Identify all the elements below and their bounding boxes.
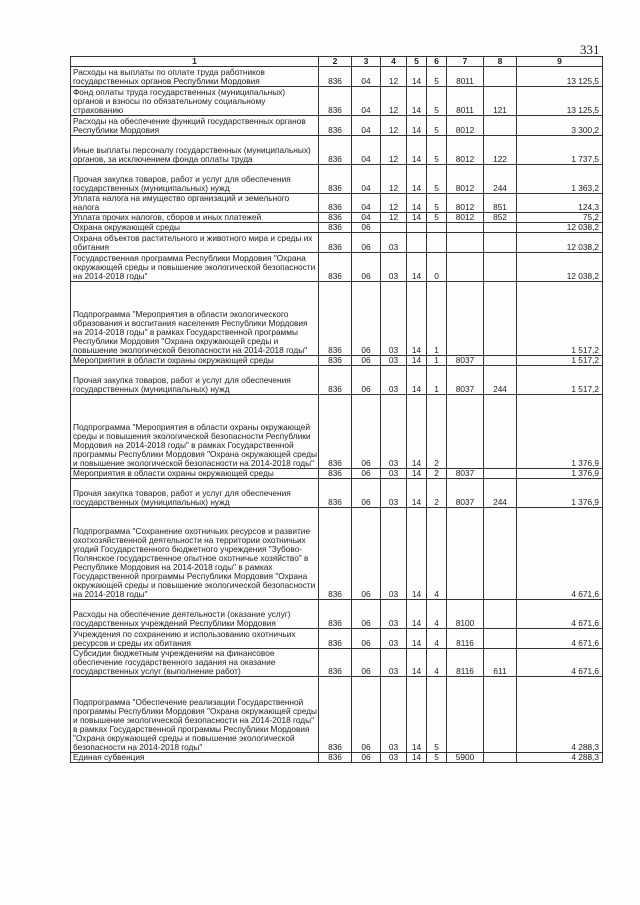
subsection-cell: 12 bbox=[381, 116, 407, 136]
section-cell: 06 bbox=[352, 508, 381, 600]
subsection-cell: 03 bbox=[381, 233, 407, 253]
subsection-cell: 12 bbox=[381, 67, 407, 87]
name-cell: Расходы на обеспечение деятельности (оказание услуг) государственных учреждений Республики Мордовия bbox=[71, 600, 319, 629]
subsection-cell: 12 bbox=[381, 213, 407, 223]
header-row bbox=[71, 57, 603, 67]
amount-cell: 1 363,2 bbox=[517, 165, 603, 194]
section-cell: 04 bbox=[352, 165, 381, 194]
name-cell: Уплата прочих налогов, сборов и иных платежей bbox=[71, 213, 319, 223]
expense-type-cell: 244 bbox=[484, 479, 517, 508]
chapter-cell: 836 bbox=[319, 67, 352, 87]
amount-cell: 1 376,9 bbox=[517, 395, 603, 469]
subsection-cell: 03 bbox=[381, 356, 407, 366]
subsection-cell: 03 bbox=[381, 366, 407, 395]
header-cell: 9 bbox=[517, 57, 603, 67]
target-article-cell: 8012 bbox=[447, 194, 484, 213]
target-article-cell: 8011 bbox=[447, 67, 484, 87]
subsection-cell: 03 bbox=[381, 395, 407, 469]
target-article-cell bbox=[447, 395, 484, 469]
section-cell: 06 bbox=[352, 677, 381, 753]
name-cell: Расходы на обеспечение функций государственных органов Республики Мордовия bbox=[71, 116, 319, 136]
table-row bbox=[71, 649, 603, 677]
expense-type-cell bbox=[484, 469, 517, 479]
section-cell: 04 bbox=[352, 136, 381, 165]
expense-type-cell bbox=[484, 395, 517, 469]
expense-type-cell bbox=[484, 223, 517, 233]
program-cell bbox=[407, 233, 427, 253]
table-row bbox=[71, 366, 603, 395]
program-cell: 14 bbox=[407, 629, 427, 649]
subprogram-cell: 4 bbox=[427, 649, 447, 677]
page-number: 331 bbox=[580, 42, 600, 57]
target-article-cell: 8037 bbox=[447, 469, 484, 479]
expense-type-cell bbox=[484, 116, 517, 136]
chapter-cell: 836 bbox=[319, 366, 352, 395]
program-cell: 14 bbox=[407, 395, 427, 469]
table-row bbox=[71, 253, 603, 282]
program-cell bbox=[407, 223, 427, 233]
target-article-cell bbox=[447, 282, 484, 356]
name-cell: Единая субвенция bbox=[71, 753, 319, 763]
name-cell: Прочая закупка товаров, работ и услуг для обеспечения государственных (муниципальных) нужд bbox=[71, 165, 319, 194]
subprogram-cell: 5 bbox=[427, 67, 447, 87]
amount-cell: 1 376,9 bbox=[517, 469, 603, 479]
amount-cell: 12 038,2 bbox=[517, 233, 603, 253]
amount-cell: 13 125,5 bbox=[517, 67, 603, 87]
subprogram-cell: 2 bbox=[427, 479, 447, 508]
subprogram-cell: 5 bbox=[427, 194, 447, 213]
amount-cell: 12 038,2 bbox=[517, 223, 603, 233]
target-article-cell bbox=[447, 253, 484, 282]
table-row bbox=[71, 194, 603, 213]
amount-cell: 4 671,6 bbox=[517, 600, 603, 629]
subsection-cell: 03 bbox=[381, 629, 407, 649]
subsection-cell: 03 bbox=[381, 677, 407, 753]
chapter-cell: 836 bbox=[319, 649, 352, 677]
program-cell: 14 bbox=[407, 253, 427, 282]
table-row bbox=[71, 165, 603, 194]
chapter-cell: 836 bbox=[319, 753, 352, 763]
table-row bbox=[71, 508, 603, 600]
subsection-cell: 12 bbox=[381, 136, 407, 165]
amount-cell: 1 376,9 bbox=[517, 479, 603, 508]
amount-cell: 124,3 bbox=[517, 194, 603, 213]
table-row bbox=[71, 677, 603, 753]
header-cell: 1 bbox=[71, 57, 319, 67]
table-row bbox=[71, 395, 603, 469]
subsection-cell: 03 bbox=[381, 253, 407, 282]
section-cell: 06 bbox=[352, 469, 381, 479]
target-article-cell: 8012 bbox=[447, 165, 484, 194]
subprogram-cell: 4 bbox=[427, 600, 447, 629]
table-row bbox=[71, 479, 603, 508]
name-cell: Подпрограмма "Мероприятия в области охраны окружающей среды и повышения экологической безопасности Республики Мордовия на 2014-2018 годы" в рамках Государственной программы Республики Мордовия "Охрана окружающей среды и повышение экологической безопасности на 2014-2018 годы" bbox=[71, 395, 319, 469]
expense-type-cell: 122 bbox=[484, 136, 517, 165]
section-cell: 06 bbox=[352, 395, 381, 469]
amount-cell: 1 517,2 bbox=[517, 366, 603, 395]
expense-type-cell: 851 bbox=[484, 194, 517, 213]
table-row bbox=[71, 223, 603, 233]
name-cell: Мероприятия в области охраны окружающей среды bbox=[71, 356, 319, 366]
target-article-cell: 8012 bbox=[447, 213, 484, 223]
section-cell: 06 bbox=[352, 223, 381, 233]
expense-type-cell bbox=[484, 508, 517, 600]
section-cell: 06 bbox=[352, 282, 381, 356]
subsection-cell: 12 bbox=[381, 165, 407, 194]
section-cell: 06 bbox=[352, 629, 381, 649]
table-row bbox=[71, 753, 603, 763]
table-row bbox=[71, 469, 603, 479]
chapter-cell: 836 bbox=[319, 233, 352, 253]
table-row bbox=[71, 356, 603, 366]
amount-cell: 4 671,6 bbox=[517, 649, 603, 677]
amount-cell: 1 517,2 bbox=[517, 356, 603, 366]
subsection-cell: 03 bbox=[381, 469, 407, 479]
target-article-cell: 8011 bbox=[447, 87, 484, 116]
chapter-cell: 836 bbox=[319, 194, 352, 213]
table-row bbox=[71, 67, 603, 87]
subprogram-cell: 4 bbox=[427, 508, 447, 600]
program-cell: 14 bbox=[407, 753, 427, 763]
program-cell: 14 bbox=[407, 136, 427, 165]
subprogram-cell: 5 bbox=[427, 165, 447, 194]
name-cell: Подпрограмма "Обеспечение реализации Государственной программы Республики Мордовия "Охрана окружающей среды и повышение экологической безопасности на 2014-2018 годы" в рамках Государственной программы Республики Мордовия "Охрана окружающей среды и повышение экологической безопасности на 2014-2018 годы" bbox=[71, 677, 319, 753]
subsection-cell: 03 bbox=[381, 479, 407, 508]
expense-type-cell bbox=[484, 677, 517, 753]
name-cell: Прочая закупка товаров, работ и услуг для обеспечения государственных (муниципальных) нужд bbox=[71, 366, 319, 395]
subprogram-cell: 5 bbox=[427, 753, 447, 763]
chapter-cell: 836 bbox=[319, 395, 352, 469]
program-cell: 14 bbox=[407, 649, 427, 677]
chapter-cell: 836 bbox=[319, 629, 352, 649]
program-cell: 14 bbox=[407, 677, 427, 753]
chapter-cell: 836 bbox=[319, 253, 352, 282]
budget-table bbox=[70, 56, 603, 763]
table-row bbox=[71, 600, 603, 629]
name-cell: Государственная программа Республики Мордовия "Охрана окружающей среды и повышение экологической безопасности на 2014-2018 годы" bbox=[71, 253, 319, 282]
header-cell: 6 bbox=[427, 57, 447, 67]
chapter-cell: 836 bbox=[319, 165, 352, 194]
table-row bbox=[71, 282, 603, 356]
chapter-cell: 836 bbox=[319, 600, 352, 629]
amount-cell: 4 288,3 bbox=[517, 677, 603, 753]
subprogram-cell: 1 bbox=[427, 282, 447, 356]
name-cell: Подпрограмма "Мероприятия в области экологического образования и воспитания населения Республики Мордовия на 2014-2018 годы" в рамках Государственной программы Республики Мордовия "Охрана окружающей среды и повышение экологической безопасности на 2014-2018 годы" bbox=[71, 282, 319, 356]
name-cell: Охрана окружающей среды bbox=[71, 223, 319, 233]
section-cell: 06 bbox=[352, 600, 381, 629]
name-cell: Уплата налога на имущество организаций и земельного налога bbox=[71, 194, 319, 213]
expense-type-cell bbox=[484, 356, 517, 366]
subprogram-cell: 5 bbox=[427, 87, 447, 116]
section-cell: 06 bbox=[352, 753, 381, 763]
target-article-cell: 8012 bbox=[447, 116, 484, 136]
amount-cell: 1 737,5 bbox=[517, 136, 603, 165]
subprogram-cell: 5 bbox=[427, 213, 447, 223]
table-row bbox=[71, 213, 603, 223]
target-article-cell bbox=[447, 508, 484, 600]
name-cell: Мероприятия в области охраны окружающей среды bbox=[71, 469, 319, 479]
subprogram-cell: 5 bbox=[427, 136, 447, 165]
target-article-cell bbox=[447, 677, 484, 753]
header-cell: 4 bbox=[381, 57, 407, 67]
subprogram-cell: 0 bbox=[427, 253, 447, 282]
program-cell: 14 bbox=[407, 469, 427, 479]
subprogram-cell: 1 bbox=[427, 366, 447, 395]
expense-type-cell: 611 bbox=[484, 649, 517, 677]
header-cell: 2 bbox=[319, 57, 352, 67]
chapter-cell: 836 bbox=[319, 136, 352, 165]
table-row bbox=[71, 629, 603, 649]
name-cell: Охрана объектов растительного и животного мира и среды их обитания bbox=[71, 233, 319, 253]
subsection-cell: 03 bbox=[381, 508, 407, 600]
name-cell: Расходы на выплаты по оплате труда работников государственных органов Республики Мордовия bbox=[71, 67, 319, 87]
target-article-cell: 8012 bbox=[447, 136, 484, 165]
name-cell: Фонд оплаты труда государственных (муниципальных) органов и взносы по обязательному социальному страхованию bbox=[71, 87, 319, 116]
section-cell: 06 bbox=[352, 649, 381, 677]
amount-cell: 4 671,6 bbox=[517, 508, 603, 600]
chapter-cell: 836 bbox=[319, 87, 352, 116]
amount-cell: 75,2 bbox=[517, 213, 603, 223]
subprogram-cell bbox=[427, 233, 447, 253]
table-row bbox=[71, 87, 603, 116]
subsection-cell: 03 bbox=[381, 600, 407, 629]
target-article-cell: 8100 bbox=[447, 600, 484, 629]
name-cell: Иные выплаты персоналу государственных (муниципальных) органов, за исключением фонда оплаты труда bbox=[71, 136, 319, 165]
expense-type-cell: 121 bbox=[484, 87, 517, 116]
section-cell: 06 bbox=[352, 479, 381, 508]
amount-cell: 3 300,2 bbox=[517, 116, 603, 136]
target-article-cell bbox=[447, 233, 484, 253]
chapter-cell: 836 bbox=[319, 223, 352, 233]
name-cell: Подпрограмма "Сохранение охотничьих ресурсов и развитие охотхозяйственной деятельности на территории охотничьих угодий Государственного бюджетного учреждения "Зубово-Полянское государственное опытное охотничье хозяйство" в Республике Мордовия на 2014-2018 годы" в рамках Государственной программы Республики Мордовия "Охрана окружающей среды и повышение экологической безопасности на 2014-2018 годы" bbox=[71, 508, 319, 600]
header-cell: 3 bbox=[352, 57, 381, 67]
section-cell: 04 bbox=[352, 194, 381, 213]
amount-cell: 1 517,2 bbox=[517, 282, 603, 356]
expense-type-cell bbox=[484, 233, 517, 253]
program-cell: 14 bbox=[407, 366, 427, 395]
section-cell: 04 bbox=[352, 213, 381, 223]
name-cell: Учреждения по сохранению и использованию охотничьих ресурсов и среды их обитания bbox=[71, 629, 319, 649]
chapter-cell: 836 bbox=[319, 469, 352, 479]
subprogram-cell: 4 bbox=[427, 629, 447, 649]
header-cell: 8 bbox=[484, 57, 517, 67]
target-article-cell: 8037 bbox=[447, 366, 484, 395]
subsection-cell: 12 bbox=[381, 87, 407, 116]
chapter-cell: 836 bbox=[319, 677, 352, 753]
expense-type-cell bbox=[484, 67, 517, 87]
section-cell: 06 bbox=[352, 356, 381, 366]
subprogram-cell: 5 bbox=[427, 677, 447, 753]
expense-type-cell: 244 bbox=[484, 165, 517, 194]
target-article-cell: 8037 bbox=[447, 479, 484, 508]
program-cell: 14 bbox=[407, 600, 427, 629]
program-cell: 14 bbox=[407, 508, 427, 600]
table-row bbox=[71, 136, 603, 165]
subprogram-cell: 2 bbox=[427, 469, 447, 479]
chapter-cell: 836 bbox=[319, 116, 352, 136]
target-article-cell: 5900 bbox=[447, 753, 484, 763]
expense-type-cell bbox=[484, 253, 517, 282]
program-cell: 14 bbox=[407, 87, 427, 116]
subsection-cell: 03 bbox=[381, 282, 407, 356]
expense-type-cell bbox=[484, 282, 517, 356]
subprogram-cell: 1 bbox=[427, 356, 447, 366]
chapter-cell: 836 bbox=[319, 213, 352, 223]
section-cell: 04 bbox=[352, 87, 381, 116]
amount-cell: 12 038,2 bbox=[517, 253, 603, 282]
section-cell: 04 bbox=[352, 116, 381, 136]
table-body bbox=[71, 57, 603, 763]
subsection-cell: 03 bbox=[381, 649, 407, 677]
target-article-cell: 8037 bbox=[447, 356, 484, 366]
expense-type-cell bbox=[484, 600, 517, 629]
expense-type-cell bbox=[484, 753, 517, 763]
chapter-cell: 836 bbox=[319, 508, 352, 600]
chapter-cell: 836 bbox=[319, 356, 352, 366]
program-cell: 14 bbox=[407, 116, 427, 136]
table-row bbox=[71, 116, 603, 136]
chapter-cell: 836 bbox=[319, 479, 352, 508]
subprogram-cell: 5 bbox=[427, 116, 447, 136]
expense-type-cell: 852 bbox=[484, 213, 517, 223]
subprogram-cell: 2 bbox=[427, 395, 447, 469]
subprogram-cell bbox=[427, 223, 447, 233]
target-article-cell: 8116 bbox=[447, 629, 484, 649]
name-cell: Субсидии бюджетным учреждениям на финансовое обеспечение государственного задания на оказание государственных услуг (выполнение работ) bbox=[71, 649, 319, 677]
program-cell: 14 bbox=[407, 194, 427, 213]
amount-cell: 13 125,5 bbox=[517, 87, 603, 116]
section-cell: 06 bbox=[352, 366, 381, 395]
expense-type-cell: 244 bbox=[484, 366, 517, 395]
subsection-cell: 03 bbox=[381, 753, 407, 763]
expense-type-cell bbox=[484, 629, 517, 649]
target-article-cell bbox=[447, 223, 484, 233]
section-cell: 06 bbox=[352, 253, 381, 282]
subsection-cell: 12 bbox=[381, 194, 407, 213]
program-cell: 14 bbox=[407, 356, 427, 366]
header-cell: 7 bbox=[447, 57, 484, 67]
table-row bbox=[71, 233, 603, 253]
amount-cell: 4 288,3 bbox=[517, 753, 603, 763]
section-cell: 06 bbox=[352, 233, 381, 253]
subsection-cell bbox=[381, 223, 407, 233]
chapter-cell: 836 bbox=[319, 282, 352, 356]
program-cell: 14 bbox=[407, 282, 427, 356]
program-cell: 14 bbox=[407, 67, 427, 87]
target-article-cell: 8116 bbox=[447, 649, 484, 677]
name-cell: Прочая закупка товаров, работ и услуг для обеспечения государственных (муниципальных) нужд bbox=[71, 479, 319, 508]
amount-cell: 4 671,6 bbox=[517, 629, 603, 649]
section-cell: 04 bbox=[352, 67, 381, 87]
program-cell: 14 bbox=[407, 213, 427, 223]
header-cell: 5 bbox=[407, 57, 427, 67]
program-cell: 14 bbox=[407, 165, 427, 194]
program-cell: 14 bbox=[407, 479, 427, 508]
